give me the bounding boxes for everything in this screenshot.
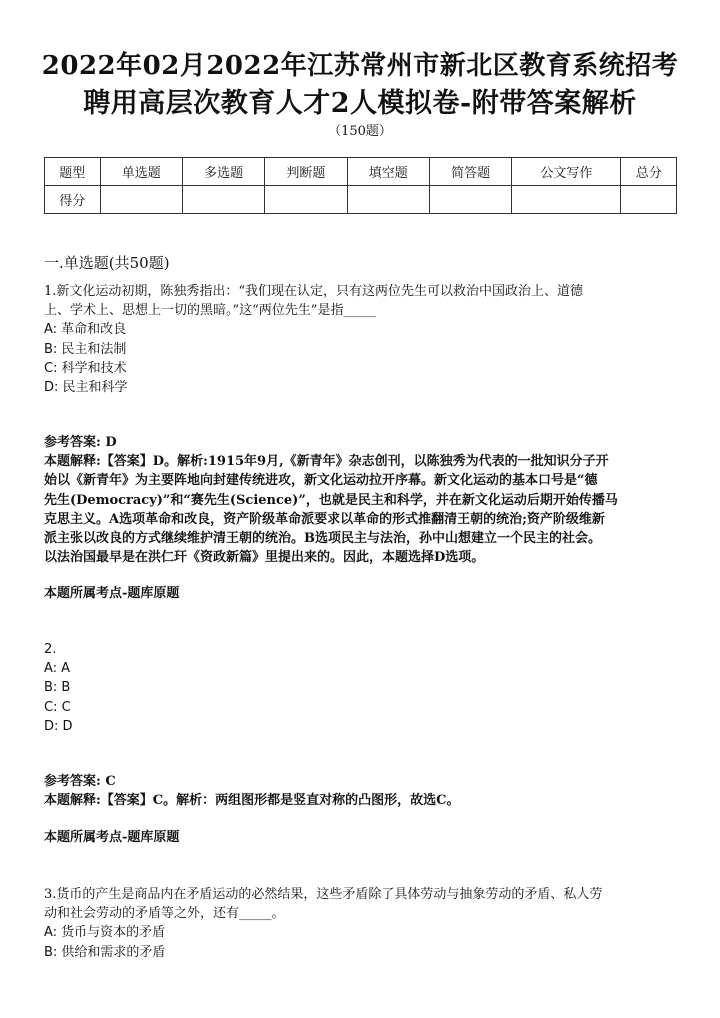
section-title: 一.单选题(共50题) [44,254,170,272]
document-title-line2: 聘用高层次教育人才2人模拟卷-附带答案解析 [83,88,637,119]
score-cell [512,186,621,214]
explanation-line: 本题解释:【答案】C。解析：两组图形都是竖直对称的凸图形，故选C。 [44,793,460,809]
option: B: B [44,680,71,696]
document-title-line1: 2022年02月2022年江苏常州市新北区教育系统招考 [41,51,679,81]
source-text: 本题所属考点-题库原题 [44,586,180,601]
table-header-cell: 总分 [621,158,677,186]
answer-2 [44,772,684,810]
question-stem: 动和社会劳动的矛盾等之外，还有_____。 [44,906,285,922]
answer-1 [44,433,684,567]
score-table [44,157,677,214]
explanation-line: 派主张以改良的方式继续维护清王朝的统治。B选项民主与法治，孙中山想建立一个民主的社会。 [44,531,601,547]
question-stem: 2. [44,642,57,657]
table-header-cell: 题型 [45,158,101,186]
source-text: 本题所属考点-题库原题 [44,830,180,845]
table-header-cell: 公文写作 [512,158,621,186]
option: B: 供给和需求的矛盾 [44,944,166,960]
explanation-line: 克思主义。A选项革命和改良，资产阶级革命派要求以革命的形式推翻清王朝的统治;资产阶级维新 [44,511,605,527]
score-table-score-row [45,186,677,214]
question-count: （150题） [328,124,392,139]
table-header-cell: 多选题 [182,158,264,186]
question-2 [44,640,684,736]
option: D: 民主和科学 [44,380,128,396]
question-source [44,828,684,847]
score-cell [265,186,347,214]
question-stem: 3.货币的产生是商品内在矛盾运动的必然结果，这些矛盾除了具体劳动与抽象劳动的矛盾、私人劳 [44,887,603,902]
question-3 [44,885,684,962]
explanation-line: 始以《新青年》为主要阵地向封建传统进攻，新文化运动拉开序幕。新文化运动的基本口号是“德 [44,473,598,489]
table-header-cell: 判断题 [265,158,347,186]
question-source [44,584,684,603]
score-cell [182,186,264,214]
table-header-cell: 填空题 [347,158,429,186]
option: C: C [44,699,71,715]
score-row-label: 得分 [45,186,101,214]
explanation-line: 先生(Democracy)”和“赛先生(Science)”，也就是民主和科学，并在新文化运动后期开始传播马 [44,492,618,508]
question-stem: 上、学术上、思想上一切的黑暗。”这“两位先生”是指_____ [44,303,376,319]
table-header-cell: 单选题 [100,158,182,186]
table-header-cell: 简答题 [429,158,511,186]
score-cell [347,186,429,214]
answer-key: 参考答案: C [44,774,116,789]
score-cell [621,186,677,214]
score-cell [429,186,511,214]
score-cell [100,186,182,214]
question-stem: 1.新文化运动初期，陈独秀指出：“我们现在认定，只有这两位先生可以救治中国政治上、道德 [44,284,584,299]
explanation-line: 本题解释:【答案】D。解析:1915年9月,《新青年》杂志创刊，以陈独秀为代表的一批知识分子开 [44,454,609,470]
answer-key: 参考答案: D [44,435,117,450]
option: A: 货币与资本的矛盾 [44,925,166,941]
explanation-line: 以法治国最早是在洪仁玕《资政新篇》里提出来的。因此，本题选择D选项。 [44,550,485,566]
score-table-header-row [45,158,677,186]
option: D: D [44,718,73,734]
option: C: 科学和技术 [44,360,127,376]
option: A: A [44,661,71,677]
option: B: 民主和法制 [44,341,127,357]
question-1 [44,282,684,397]
option: A: 革命和改良 [44,322,127,338]
